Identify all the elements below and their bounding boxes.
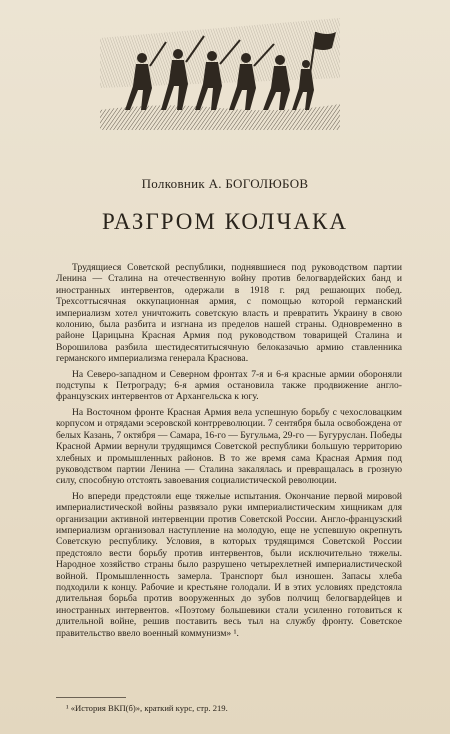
marching-soldiers-engraving-icon (100, 18, 340, 130)
paragraph: Трудящиеся Советской республики, поднявшиеся под руководством партии Ленина — Сталина на отечественную войну против белогвардейских банд и иностранных интервентов, одержали в 1918 г. ряд решающих побед. Трехсоттысячная оккупационная армия, с помощью которой германский империализм хотел уничтожить советскую власть и превратить Украину в свою колонию, была разбита и изгнана из пределов нашей страны. Одновременно в районе Царицына Красная Армия под руководством товарищей Сталина и Ворошилова разбила шестидесятитысячную белоказачью армию ставленника германского империализма генерала Краснова. (56, 262, 402, 365)
footnote: ¹ «История ВКП(б)», краткий курс, стр. 219. (66, 703, 228, 713)
paragraph: На Восточном фронте Красная Армия вела успешную борьбу с чехословацким корпусом и отрядами эсеровской контрреволюции. 7 сентября была освобождена от белых Казань, 7 октября — Самара, 16-го — Бугульма, 29-го — Бугуруслан. Победы Красной Армии вернули трудящимся Советской республики большую территорию хлебных и промышленных районов. В то же время сама Красная Армия под руководством партии Ленина — Сталина закалялась и превращалась в грозную силу, способную отстоять завоевания социалистической революции. (56, 406, 402, 487)
footnote-divider (56, 697, 126, 698)
paragraph: Но впереди предстояли еще тяжелые испытания. Окончание первой мировой империалистической войны развязало руки империалистическим хищникам для организации активной интервенции против Советской России. Англо-французский империализм организовал наступление на молодую, еще не успевшую окрепнуть Советскую республику. Условия, в которых трудящимся Советской России предстояло вести борьбу против интервентов, были исключительно тяжелы. Народное хозяйство страны было разрушено четырехлетней империалистической войной. Промышленность замерла. Транспорт был изношен. Запасы хлеба подходили к концу. Рабочие и крестьяне голодали. И в этих условиях предстояла длительная борьба против вооруженных до зубов полчищ белогвардейцев и иностранных интервентов. «Поэтому большевики стали усиленно готовиться к длительной войне, решив поставить весь тыл на службу фронту. Советское правительство ввело военный коммунизм» ¹. (56, 490, 402, 639)
article-title: РАЗГРОМ КОЛЧАКА (102, 209, 348, 235)
paragraph: На Северо-западном и Северном фронтах 7-я и 6-я красные армии обороняли подступы к Петрограду; 6-я армия остановила также продвижение англо-французских интервентов от Архангельска к югу. (56, 368, 402, 403)
article-body (56, 262, 402, 639)
author-line: Полковник А. БОГОЛЮБОВ (141, 176, 309, 191)
